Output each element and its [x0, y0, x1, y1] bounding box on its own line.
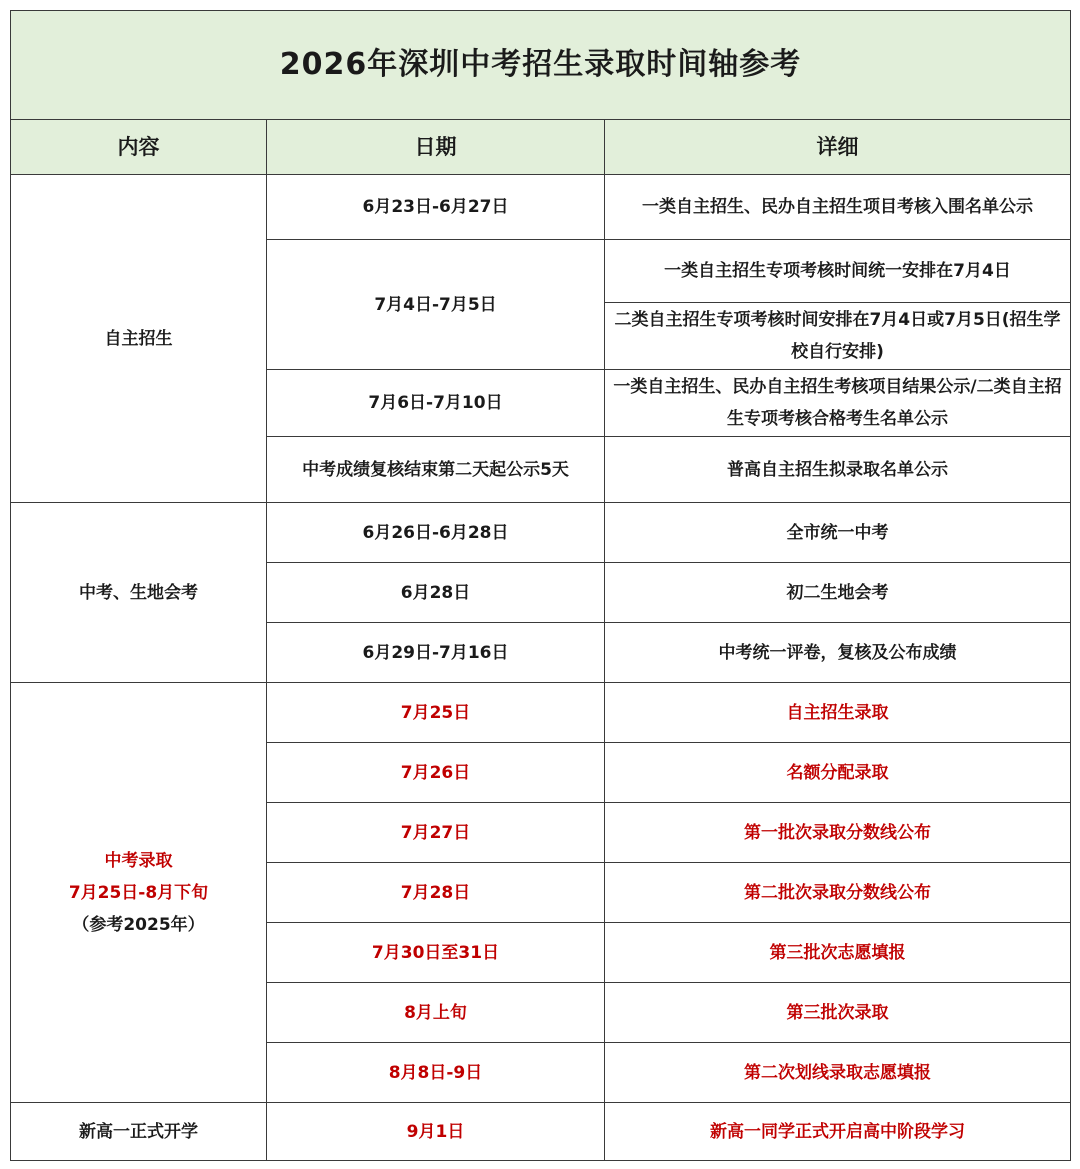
column-header-detail: 详细	[605, 120, 1071, 175]
detail-cell: 自主招生录取	[605, 683, 1071, 743]
detail-cell: 二类自主招生专项考核时间安排在7月4日或7月5日(招生学校自行安排)	[605, 303, 1071, 370]
date-cell: 7月6日-7月10日	[267, 370, 605, 437]
table-row	[11, 503, 1071, 563]
date-cell: 8月8日-9日	[267, 1043, 605, 1103]
detail-cell: 第一批次录取分数线公布	[605, 803, 1071, 863]
category-cell-independent-admission: 自主招生	[11, 175, 267, 503]
timeline-table	[10, 10, 1071, 1161]
date-cell: 6月26日-6月28日	[267, 503, 605, 563]
detail-cell: 普高自主招生拟录取名单公示	[605, 437, 1071, 503]
detail-cell: 初二生地会考	[605, 563, 1071, 623]
timeline-sheet	[10, 10, 1070, 1160]
title-row	[11, 11, 1071, 120]
date-cell: 7月4日-7月5日	[267, 240, 605, 370]
date-cell: 9月1日	[267, 1103, 605, 1161]
date-cell: 7月28日	[267, 863, 605, 923]
category-title: 中考录取	[104, 850, 173, 871]
date-cell: 中考成绩复核结束第二天起公示5天	[267, 437, 605, 503]
date-cell: 7月26日	[267, 743, 605, 803]
detail-cell: 中考统一评卷，复核及公布成绩	[605, 623, 1071, 683]
date-cell: 7月25日	[267, 683, 605, 743]
detail-cell: 全市统一中考	[605, 503, 1071, 563]
category-cell-exams: 中考、生地会考	[11, 503, 267, 683]
category-date-range: 7月25日-8月下旬	[68, 882, 209, 903]
category-cell-admission	[11, 683, 267, 1103]
detail-cell: 一类自主招生专项考核时间统一安排在7月4日	[605, 240, 1071, 303]
date-cell: 8月上旬	[267, 983, 605, 1043]
category-cell-school-start: 新高一正式开学	[11, 1103, 267, 1161]
detail-cell: 第二批次录取分数线公布	[605, 863, 1071, 923]
header-row	[11, 120, 1071, 175]
table-row	[11, 175, 1071, 240]
detail-cell: 第三批次录取	[605, 983, 1071, 1043]
table-row	[11, 1103, 1071, 1161]
column-header-content: 内容	[11, 120, 267, 175]
detail-cell: 第三批次志愿填报	[605, 923, 1071, 983]
date-cell: 6月23日-6月27日	[267, 175, 605, 240]
detail-cell: 名额分配录取	[605, 743, 1071, 803]
date-cell: 7月30日至31日	[267, 923, 605, 983]
detail-cell: 一类自主招生、民办自主招生项目考核入围名单公示	[605, 175, 1071, 240]
detail-cell: 第二次划线录取志愿填报	[605, 1043, 1071, 1103]
category-note: （参考2025年）	[72, 914, 205, 935]
date-cell: 6月29日-7月16日	[267, 623, 605, 683]
detail-cell: 一类自主招生、民办自主招生考核项目结果公示/二类自主招生专项考核合格考生名单公示	[605, 370, 1071, 437]
detail-cell: 新高一同学正式开启高中阶段学习	[605, 1103, 1071, 1161]
page-title: 2026年深圳中考招生录取时间轴参考	[11, 11, 1071, 120]
date-cell: 6月28日	[267, 563, 605, 623]
table-row	[11, 683, 1071, 743]
date-cell: 7月27日	[267, 803, 605, 863]
column-header-date: 日期	[267, 120, 605, 175]
